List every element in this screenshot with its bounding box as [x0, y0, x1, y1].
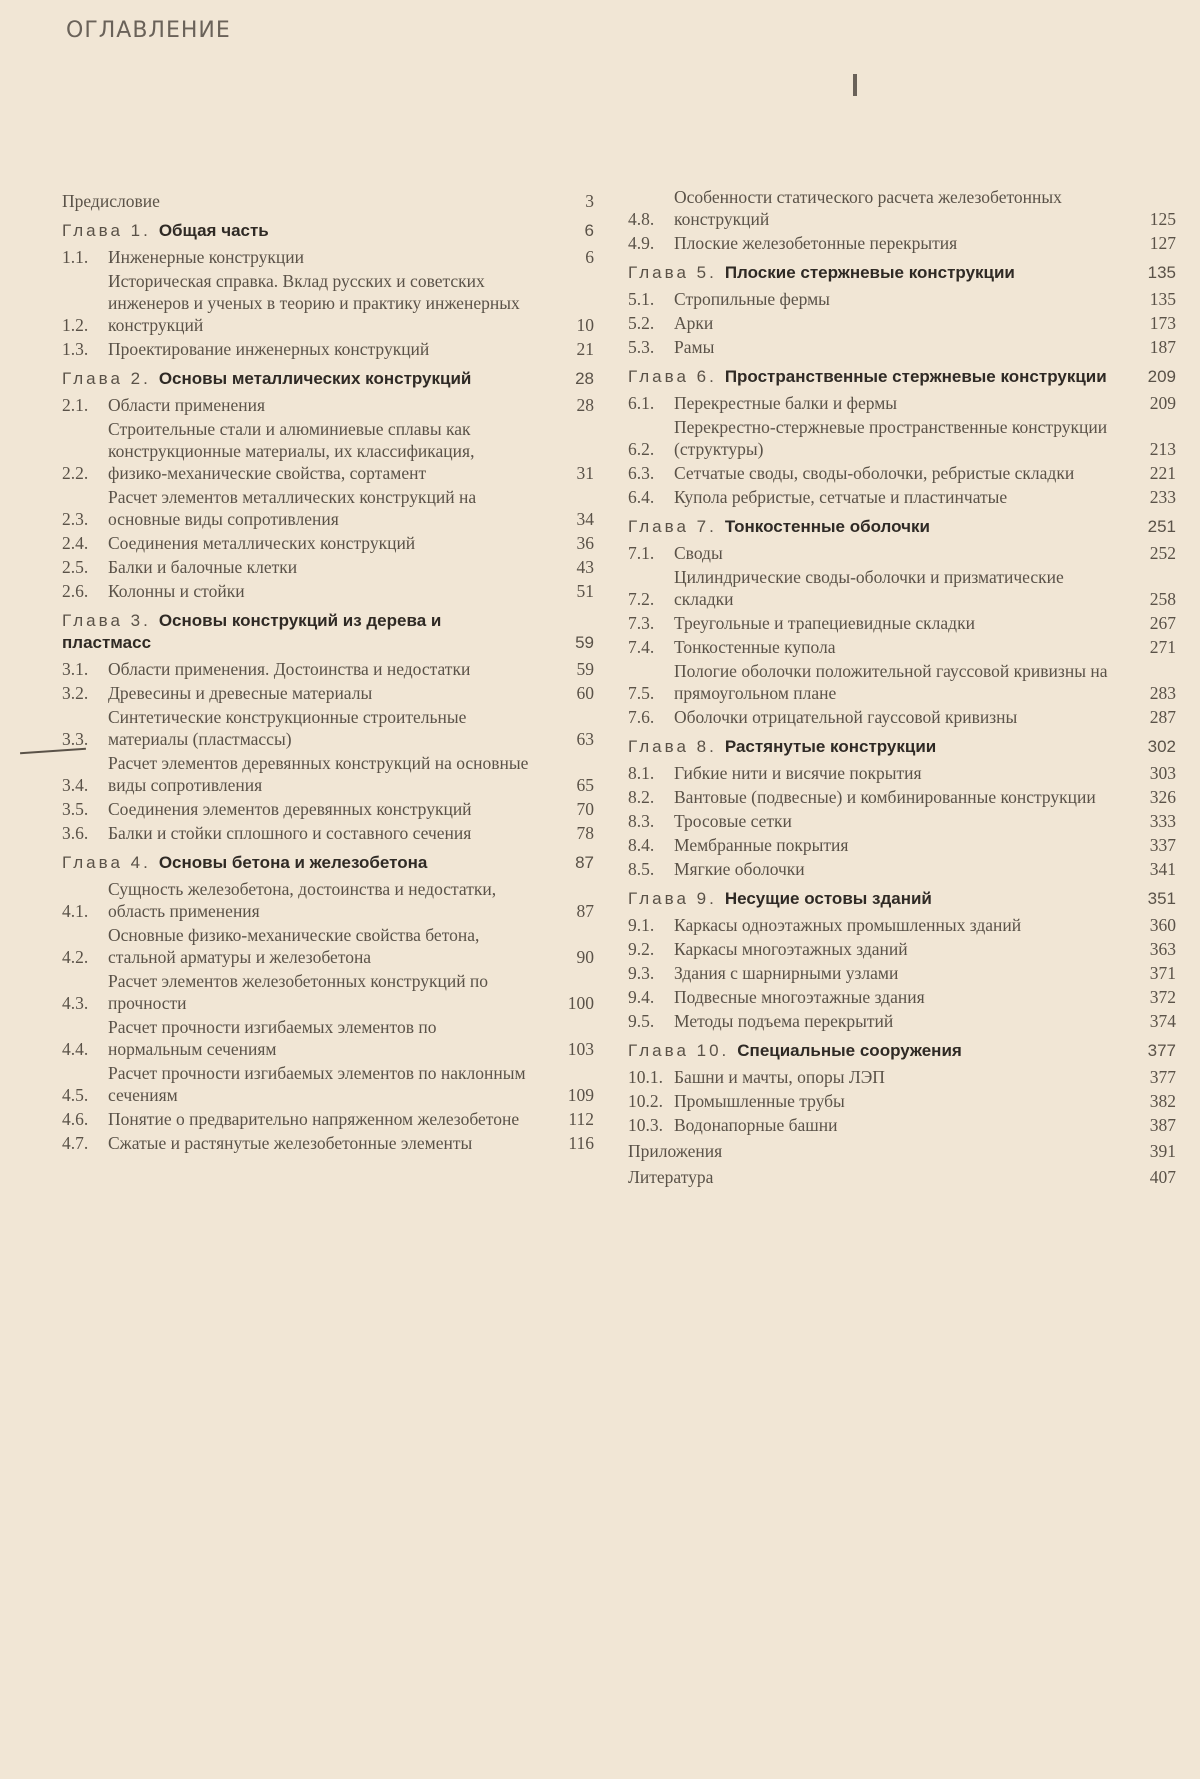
section-number: 9.5.	[628, 1011, 655, 1031]
section-number: 4.2.	[62, 947, 89, 967]
section-number: 2.1.	[62, 395, 89, 415]
page-number: 333	[1149, 811, 1176, 831]
toc-section-entry	[62, 394, 594, 416]
page-number: 78	[576, 823, 594, 843]
section-number: 2.2.	[62, 463, 89, 483]
toc-chapter-heading	[62, 852, 594, 874]
chapter-heading	[628, 888, 1130, 910]
page-number: 31	[576, 463, 594, 483]
section-number: 3.5.	[62, 799, 89, 819]
section-number: 4.6.	[62, 1109, 89, 1129]
section-title: Оболочки отрицательной гауссовой кривизны	[674, 707, 1018, 727]
page-number: 103	[567, 1039, 594, 1059]
section-title: Каркасы одноэтажных промышленных зданий	[674, 915, 1022, 935]
toc-chapter-heading	[628, 888, 1176, 910]
toc-section-entry	[628, 336, 1176, 358]
section-title: Особенности статического расчета железобетонных конструкций	[674, 187, 1062, 229]
section-number: 10.2.	[628, 1091, 663, 1111]
section-number: 1.2.	[62, 315, 89, 335]
section-title: Соединения металлических конструкций	[108, 533, 416, 553]
toc-section-entry	[62, 878, 594, 922]
section-title: Стропильные фермы	[674, 289, 830, 309]
toc-section-entry	[62, 1016, 594, 1060]
toc-section-entry	[628, 186, 1176, 230]
section-number: 4.7.	[62, 1133, 89, 1153]
section-title: Своды	[674, 543, 723, 563]
section-title: Строительные стали и алюминиевые сплавы как конструкционные материалы, их классификация, физико-механические свойства, сортамент	[108, 419, 475, 483]
toc-section-entry	[62, 924, 594, 968]
chapter-title: Специальные сооружения	[737, 1041, 962, 1060]
section-title: Историческая справка. Вклад русских и советских инженеров и ученых в теорию и практику инженерных конструкций	[108, 271, 520, 335]
section-title: Водонапорные башни	[674, 1115, 838, 1135]
chapter-title: Основы металлических конструкций	[158, 369, 472, 388]
section-title: Балки и стойки сплошного и составного сечения	[108, 823, 472, 843]
toc-section-entry	[628, 786, 1176, 808]
section-title: Расчет элементов деревянных конструкций на основные виды сопротивления	[108, 753, 529, 795]
page-number: 221	[1149, 463, 1176, 483]
section-title: Пологие оболочки положительной гауссовой кривизны на прямоугольном плане	[674, 661, 1108, 703]
section-number: 3.1.	[62, 659, 89, 679]
toc-section-entry	[628, 1066, 1176, 1088]
section-number: 9.2.	[628, 939, 655, 959]
chapter-heading	[628, 262, 1130, 284]
chapter-title: Плоские стержневые конструкции	[724, 263, 1015, 282]
page-number: 360	[1149, 915, 1176, 935]
section-title: Расчет прочности изгибаемых элементов по нормальным сечениям	[108, 1017, 437, 1059]
section-number: 1.3.	[62, 339, 89, 359]
section-title: Проектирование инженерных конструкций	[108, 339, 430, 359]
section-title: Вантовые (подвесные) и комбинированные конструкции	[674, 787, 1096, 807]
page-number: 372	[1149, 987, 1176, 1007]
chapter-title: Несущие остовы зданий	[724, 889, 932, 908]
page-number: 60	[576, 683, 594, 703]
toc-section-entry	[628, 542, 1176, 564]
entry-title: Приложения	[628, 1141, 723, 1161]
chapter-title: Пространственные стержневые конструкции	[724, 367, 1107, 386]
page-number: 341	[1149, 859, 1176, 879]
section-title: Основные физико-механические свойства бетона, стальной арматуры и железобетона	[108, 925, 480, 967]
toc-chapter-heading	[628, 516, 1176, 538]
chapter-heading	[628, 1040, 1130, 1062]
section-number: 4.9.	[628, 233, 655, 253]
section-title: Расчет прочности изгибаемых элементов по наклонным сечениям	[108, 1063, 526, 1105]
page-number: 100	[567, 993, 594, 1013]
section-number: 6.2.	[628, 439, 655, 459]
toc-section-entry	[62, 418, 594, 484]
page-number: 125	[1149, 209, 1176, 229]
section-number: 10.1.	[628, 1067, 663, 1087]
section-number: 1.1.	[62, 247, 89, 267]
toc-section-entry	[628, 834, 1176, 856]
page-number: 28	[575, 369, 594, 388]
chapter-label: Глава 2.	[62, 369, 151, 388]
section-title: Арки	[674, 313, 714, 333]
chapter-label: Глава 1.	[62, 221, 151, 240]
page-number: 90	[576, 947, 594, 967]
page-number: 302	[1147, 737, 1176, 756]
page-number: 351	[1147, 889, 1176, 908]
page-number: 267	[1149, 613, 1176, 633]
section-title: Понятие о предварительно напряженном железобетоне	[108, 1109, 520, 1129]
chapter-title: Основы бетона и железобетона	[158, 853, 428, 872]
page-number: 287	[1149, 707, 1176, 727]
page-number: 87	[575, 853, 594, 872]
section-number: 7.5.	[628, 683, 655, 703]
toc-section-entry	[62, 580, 594, 602]
section-title: Сущность железобетона, достоинства и недостатки, область применения	[108, 879, 497, 921]
toc-chapter-heading	[628, 366, 1176, 388]
section-number: 2.5.	[62, 557, 89, 577]
toc-section-entry	[628, 810, 1176, 832]
toc-section-entry	[628, 636, 1176, 658]
section-number: 5.2.	[628, 313, 655, 333]
toc-section-entry	[62, 1132, 594, 1154]
page-number: 63	[576, 729, 594, 749]
toc-section-entry	[628, 914, 1176, 936]
toc-section-entry	[628, 566, 1176, 610]
page-margin-mark	[853, 74, 857, 96]
page-number: 374	[1149, 1011, 1176, 1031]
chapter-heading	[62, 610, 548, 654]
page-number: 6	[585, 247, 594, 267]
page-number: 59	[576, 659, 594, 679]
section-number: 3.4.	[62, 775, 89, 795]
page-number: 21	[576, 339, 594, 359]
toc-section-entry	[628, 986, 1176, 1008]
section-title: Перекрестно-стержневые пространственные конструкции (структуры)	[674, 417, 1108, 459]
toc-section-entry	[62, 970, 594, 1014]
section-number: 8.3.	[628, 811, 655, 831]
section-number: 4.8.	[628, 209, 655, 229]
chapter-label: Глава 9.	[628, 889, 717, 908]
page-number: 187	[1149, 337, 1176, 357]
page-number: 251	[1147, 517, 1176, 536]
toc-section-entry	[62, 246, 594, 268]
section-title: Расчет элементов железобетонных конструкций по прочности	[108, 971, 489, 1013]
toc-section-entry	[62, 658, 594, 680]
toc-section-entry	[62, 798, 594, 820]
chapter-heading	[628, 736, 1130, 758]
section-number: 6.3.	[628, 463, 655, 483]
section-number: 4.3.	[62, 993, 89, 1013]
entry-title: Предисловие	[62, 191, 160, 211]
toc-section-entry	[628, 612, 1176, 634]
page-number: 213	[1149, 439, 1176, 459]
page-number: 391	[1149, 1141, 1176, 1161]
toc-section-entry	[62, 682, 594, 704]
page-number: 326	[1149, 787, 1176, 807]
section-title: Здания с шарнирными узлами	[674, 963, 899, 983]
page-number: 337	[1149, 835, 1176, 855]
section-title: Цилиндрические своды-оболочки и призматические складки	[674, 567, 1064, 609]
chapter-label: Глава 4.	[62, 853, 151, 872]
section-title: Рамы	[674, 337, 715, 357]
section-title: Каркасы многоэтажных зданий	[674, 939, 908, 959]
section-number: 3.2.	[62, 683, 89, 703]
section-title: Соединения элементов деревянных конструкций	[108, 799, 472, 819]
section-title: Инженерные конструкции	[108, 247, 305, 267]
page-number: 363	[1149, 939, 1176, 959]
chapter-label: Глава 6.	[628, 367, 717, 386]
toc-chapter-heading	[62, 610, 594, 654]
section-number: 7.1.	[628, 543, 655, 563]
chapter-heading	[62, 852, 548, 874]
chapter-title: Тонкостенные оболочки	[724, 517, 930, 536]
toc-section-entry	[62, 486, 594, 530]
page-number: 135	[1147, 263, 1176, 282]
page-number: 303	[1149, 763, 1176, 783]
toc-section-entry	[628, 416, 1176, 460]
toc-column-right	[628, 186, 1176, 1192]
toc-section-entry	[62, 532, 594, 554]
section-title: Методы подъема перекрытий	[674, 1011, 894, 1031]
chapter-title: Общая часть	[158, 221, 269, 240]
toc-chapter-heading	[628, 262, 1176, 284]
page-number: 283	[1149, 683, 1176, 703]
section-number: 7.2.	[628, 589, 655, 609]
section-title: Синтетические конструкционные строительные материалы (пластмассы)	[108, 707, 467, 749]
section-title: Подвесные многоэтажные здания	[674, 987, 925, 1007]
page-number: 209	[1149, 393, 1176, 413]
section-title: Плоские железобетонные перекрытия	[674, 233, 958, 253]
toc-section-entry	[628, 858, 1176, 880]
chapter-heading	[628, 516, 1130, 538]
chapter-label: Глава 7.	[628, 517, 717, 536]
chapter-label: Глава 3.	[62, 611, 151, 630]
chapter-heading	[62, 368, 548, 390]
section-title: Треугольные и трапециевидные складки	[674, 613, 975, 633]
chapter-title: Основы конструкций из дерева и пластмасс	[62, 611, 442, 652]
section-title: Тросовые сетки	[674, 811, 792, 831]
toc-section-entry	[628, 938, 1176, 960]
section-number: 3.6.	[62, 823, 89, 843]
chapter-title: Растянутые конструкции	[724, 737, 937, 756]
page-number: 407	[1149, 1167, 1176, 1187]
toc-section-entry	[628, 660, 1176, 704]
page-number: 112	[568, 1109, 594, 1129]
page-number: 51	[576, 581, 594, 601]
toc-section-entry	[62, 556, 594, 578]
section-number: 4.1.	[62, 901, 89, 921]
section-title: Башни и мачты, опоры ЛЭП	[674, 1067, 885, 1087]
toc-chapter-heading	[62, 220, 594, 242]
section-title: Области применения. Достоинства и недостатки	[108, 659, 471, 679]
toc-column-left	[62, 186, 594, 1156]
toc-chapter-heading	[62, 368, 594, 390]
page-number: 371	[1149, 963, 1176, 983]
toc-section-entry	[628, 962, 1176, 984]
page-number: 43	[576, 557, 594, 577]
section-number: 2.6.	[62, 581, 89, 601]
section-number: 7.6.	[628, 707, 655, 727]
page-number: 209	[1147, 367, 1176, 386]
section-number: 5.3.	[628, 337, 655, 357]
section-number: 9.4.	[628, 987, 655, 1007]
page-number: 28	[576, 395, 594, 415]
section-title: Перекрестные балки и фермы	[674, 393, 898, 413]
page-number: 3	[585, 191, 594, 211]
section-number: 5.1.	[628, 289, 655, 309]
page-number: 127	[1149, 233, 1176, 253]
section-number: 4.4.	[62, 1039, 89, 1059]
page-number: 252	[1149, 543, 1176, 563]
section-title: Гибкие нити и висячие покрытия	[674, 763, 922, 783]
toc-front-entry	[628, 1140, 1176, 1162]
section-title: Расчет элементов металлических конструкций на основные виды сопротивления	[108, 487, 477, 529]
entry-title: Литература	[628, 1167, 714, 1187]
toc-section-entry	[62, 270, 594, 336]
toc-section-entry	[628, 462, 1176, 484]
section-title: Купола ребристые, сетчатые и пластинчатые	[674, 487, 1008, 507]
section-title: Мягкие оболочки	[674, 859, 805, 879]
section-title: Области применения	[108, 395, 265, 415]
page-number: 377	[1147, 1041, 1176, 1060]
section-number: 8.1.	[628, 763, 655, 783]
chapter-heading	[62, 220, 548, 242]
section-number: 6.1.	[628, 393, 655, 413]
section-number: 10.3.	[628, 1115, 663, 1135]
section-number: 7.4.	[628, 637, 655, 657]
page-number: 36	[576, 533, 594, 553]
section-title: Сетчатые своды, своды-оболочки, ребристые складки	[674, 463, 1075, 483]
toc-section-entry	[628, 312, 1176, 334]
section-title: Балки и балочные клетки	[108, 557, 298, 577]
chapter-label: Глава 10.	[628, 1041, 730, 1060]
toc-front-entry	[62, 190, 594, 212]
toc-section-entry	[628, 1114, 1176, 1136]
section-number: 8.5.	[628, 859, 655, 879]
toc-section-entry	[628, 232, 1176, 254]
toc-section-entry	[62, 338, 594, 360]
page-number: 173	[1149, 313, 1176, 333]
toc-section-entry	[628, 706, 1176, 728]
page-number: 65	[576, 775, 594, 795]
section-title: Промышленные трубы	[674, 1091, 845, 1111]
toc-section-entry	[628, 288, 1176, 310]
toc-front-entry	[628, 1166, 1176, 1188]
section-title: Мембранные покрытия	[674, 835, 849, 855]
toc-section-entry	[628, 1090, 1176, 1112]
toc-section-entry	[628, 762, 1176, 784]
section-number: 9.1.	[628, 915, 655, 935]
toc-section-entry	[628, 486, 1176, 508]
page-number: 10	[576, 315, 594, 335]
section-number: 2.3.	[62, 509, 89, 529]
section-number: 2.4.	[62, 533, 89, 553]
toc-section-entry	[62, 706, 594, 750]
page-number: 116	[568, 1133, 594, 1153]
page-number: 87	[576, 901, 594, 921]
toc-chapter-heading	[628, 1040, 1176, 1062]
chapter-heading	[628, 366, 1130, 388]
page-number: 34	[576, 509, 594, 529]
section-number: 3.3.	[62, 729, 89, 749]
section-number: 4.5.	[62, 1085, 89, 1105]
page-number: 387	[1149, 1115, 1176, 1135]
page-header-title: ОГЛАВЛЕНИЕ	[66, 18, 231, 43]
section-title: Тонкостенные купола	[674, 637, 836, 657]
section-title: Древесины и древесные материалы	[108, 683, 373, 703]
toc-section-entry	[62, 1108, 594, 1130]
section-number: 9.3.	[628, 963, 655, 983]
chapter-label: Глава 8.	[628, 737, 717, 756]
page-number: 382	[1149, 1091, 1176, 1111]
toc-section-entry	[62, 752, 594, 796]
toc-section-entry	[628, 1010, 1176, 1032]
page-number: 109	[567, 1085, 594, 1105]
section-title: Сжатые и растянутые железобетонные элементы	[108, 1133, 473, 1153]
page-number: 59	[575, 633, 594, 652]
page-number: 258	[1149, 589, 1176, 609]
page-number: 233	[1149, 487, 1176, 507]
page-number: 135	[1149, 289, 1176, 309]
section-number: 7.3.	[628, 613, 655, 633]
section-number: 8.2.	[628, 787, 655, 807]
page-number: 6	[584, 221, 594, 240]
section-number: 6.4.	[628, 487, 655, 507]
section-title: Колонны и стойки	[108, 581, 245, 601]
page-number: 271	[1149, 637, 1176, 657]
toc-section-entry	[62, 1062, 594, 1106]
toc-chapter-heading	[628, 736, 1176, 758]
toc-section-entry	[62, 822, 594, 844]
chapter-label: Глава 5.	[628, 263, 717, 282]
page-number: 377	[1149, 1067, 1176, 1087]
toc-section-entry	[628, 392, 1176, 414]
page-number: 70	[576, 799, 594, 819]
section-number: 8.4.	[628, 835, 655, 855]
